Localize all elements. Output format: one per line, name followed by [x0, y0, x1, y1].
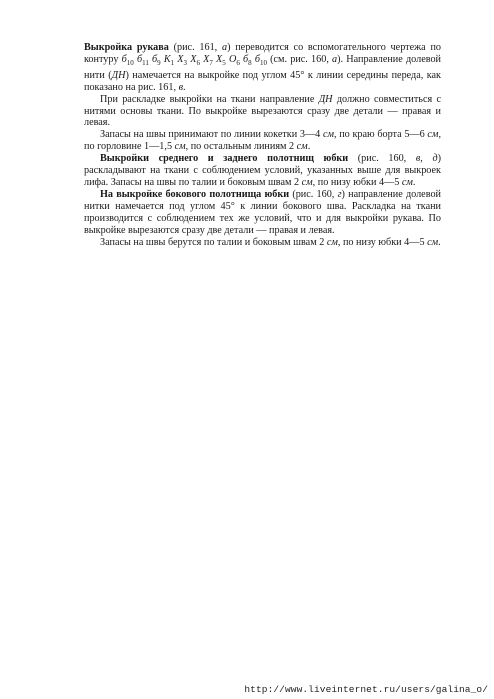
text-run: 10: [259, 58, 267, 67]
text-run: О: [228, 53, 237, 65]
text-run: .: [307, 141, 311, 153]
paragraph-layout-grain: [84, 94, 441, 130]
footer-source-url: http://www.liveinternet.ru/users/galina_o/: [244, 684, 488, 695]
text-run: г: [337, 188, 342, 200]
text-run: При раскладке выкройки на ткани направление: [100, 93, 319, 105]
text-run: ДН: [111, 69, 126, 81]
text-run: ДН: [318, 93, 333, 105]
text-run: в: [178, 81, 183, 93]
text-run: а: [221, 42, 228, 53]
text-run: 6: [236, 58, 240, 67]
text-run: должно совместиться с нитями основы ткани. По выкройке вырезаются сразу две детали — правая и левая.: [84, 93, 441, 129]
text-run: Х: [203, 53, 210, 65]
text-run: Запасы на швы принимают по линии кокетки 3—4: [100, 129, 323, 141]
text-run: б: [136, 53, 143, 65]
paragraph-sleeve-pattern: [84, 42, 441, 94]
text-run: .: [438, 236, 441, 248]
text-run: Запасы на швы берутся по талии и боковым швам 2: [100, 236, 327, 248]
text-run: , по остальным линиям 2: [185, 141, 297, 153]
text-run: ). Направление долевой нити (: [84, 53, 442, 81]
text-run: (рис. 160,: [289, 188, 338, 200]
paragraph-skirt-side-panel: [84, 189, 441, 237]
text-run: ) намечается на выкройке под углом 45° к линии середины переда, как показано на рис. 161,: [84, 69, 441, 93]
text-run: б: [152, 53, 158, 65]
text-run: .: [183, 81, 186, 93]
text-run: в, д: [415, 153, 438, 165]
text-run: 9: [157, 58, 161, 67]
text-run: , по низу юбки 4—5: [337, 236, 428, 248]
text-run: см: [301, 177, 313, 188]
paragraph-skirt-seam-allowances: [84, 237, 441, 249]
text-run: .: [412, 177, 416, 188]
text-run: Х: [190, 53, 197, 65]
text-run: б: [243, 53, 249, 65]
text-run: см: [427, 129, 439, 141]
text-run: 11: [142, 58, 149, 67]
text-run: К: [163, 53, 171, 65]
text-run: (см. рис. 160,: [266, 53, 333, 65]
text-run: Х: [216, 53, 223, 65]
text-run: Х: [177, 53, 184, 65]
text-run: На выкройке бокового полотнища юбки: [100, 188, 290, 200]
text-run: см: [296, 141, 308, 153]
text-run: см: [174, 141, 186, 153]
text-run: 1: [170, 58, 175, 67]
text-run: см: [322, 129, 334, 141]
text-run: 7: [209, 58, 213, 67]
text-run: ) раскладывают на ткани с соблюдением условий, указанных выше для выкроек лифа. Запасы на швы по талии и боковым швам 2: [84, 153, 442, 188]
text-run: (рис. 160,: [348, 153, 416, 165]
text-run: , по горловине 1—1,5: [84, 129, 441, 153]
text-run: Выкройка рукава: [84, 42, 169, 53]
text-run: ) переводится со вспомогательного чертежа по контуру: [84, 42, 441, 65]
text-run: (рис. 161,: [168, 42, 222, 53]
text-run: 8: [248, 58, 252, 67]
text-run: , по низу юбки 4—5: [312, 177, 402, 188]
text-run: ) направление долевой нитки намечается под углом 45° к линии бокового шва. Раскладка на ткани производится с соблюдением тех же условий, что и для выкройки рукава. По выкройке вырезаются сразу две детали — правая и левая.: [84, 188, 441, 236]
paragraph-seam-allowances: [84, 129, 441, 153]
text-run: 10: [126, 58, 134, 67]
text-run: 3: [183, 58, 188, 67]
text-run: см: [401, 177, 413, 188]
text-run: 6: [196, 58, 200, 67]
page-text-body: [84, 42, 441, 248]
text-run: а: [332, 53, 338, 65]
paragraph-skirt-middle-back: [84, 153, 441, 189]
text-run: б: [254, 53, 260, 65]
text-run: 5: [222, 58, 226, 67]
text-run: б: [121, 53, 127, 65]
text-run: см: [326, 236, 338, 248]
text-run: , по краю борта 5—6: [333, 129, 428, 141]
text-run: см: [427, 236, 439, 248]
text-run: Выкройки среднего и заднего полотнищ юбки: [100, 153, 349, 165]
